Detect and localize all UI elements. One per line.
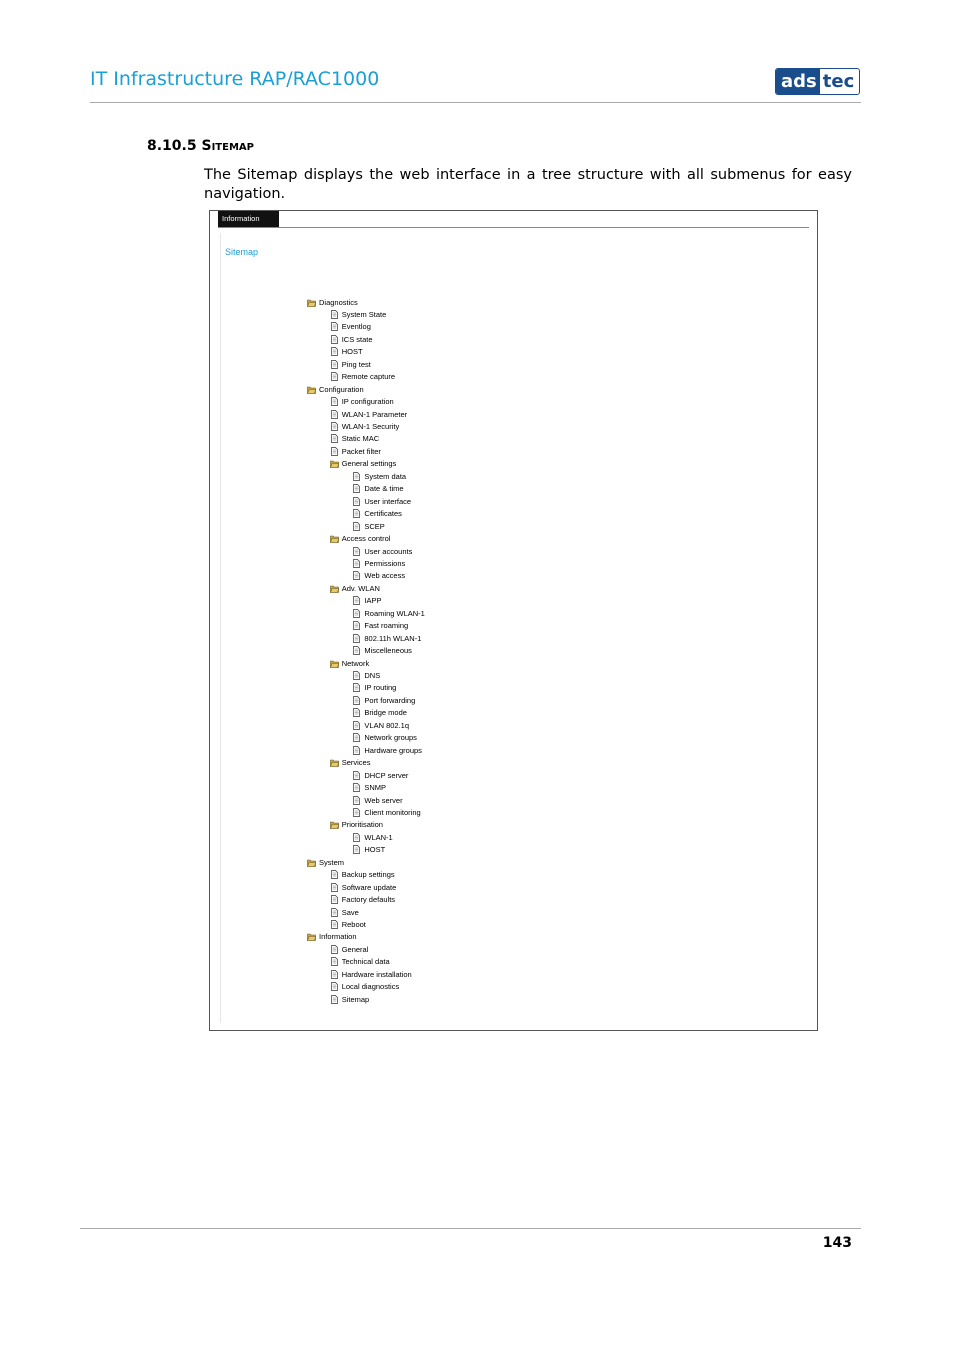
sitemap-node-label: VLAN 802.1q bbox=[364, 720, 410, 730]
sitemap-node-label: Reboot bbox=[341, 920, 366, 929]
sitemap-node[interactable] bbox=[330, 445, 381, 457]
sitemap-node[interactable] bbox=[352, 595, 381, 607]
sitemap-node[interactable] bbox=[352, 782, 386, 794]
sitemap-node[interactable] bbox=[352, 520, 384, 532]
document-page-icon bbox=[352, 733, 361, 742]
sitemap-node[interactable] bbox=[330, 869, 395, 881]
sitemap-node[interactable] bbox=[307, 296, 358, 308]
document-page-icon bbox=[330, 970, 339, 979]
sitemap-node-label: Remote capture bbox=[341, 372, 396, 382]
intro-paragraph: The Sitemap displays the web interface in a tree structure with all submenus for easy navigation. bbox=[204, 167, 852, 202]
document-page-icon bbox=[352, 833, 361, 842]
document-page-icon bbox=[352, 721, 361, 730]
sitemap-node[interactable] bbox=[330, 333, 373, 345]
section-heading bbox=[147, 138, 254, 154]
sitemap-node-label: Factory defaults bbox=[341, 895, 396, 905]
sitemap-node-label: DHCP server bbox=[364, 770, 409, 780]
sitemap-node[interactable] bbox=[352, 545, 412, 557]
document-page-icon bbox=[352, 783, 361, 792]
open-folder-icon bbox=[330, 459, 339, 468]
open-folder-icon bbox=[307, 932, 316, 941]
sitemap-node-label: Configuration bbox=[319, 384, 364, 394]
document-page-icon bbox=[352, 708, 361, 717]
sitemap-node-label: Save bbox=[341, 907, 359, 917]
sitemap-node[interactable] bbox=[330, 657, 370, 669]
sitemap-screenshot bbox=[209, 210, 818, 1031]
document-page-icon bbox=[352, 596, 361, 605]
sitemap-node-label: WLAN-1 Security bbox=[341, 422, 400, 431]
sitemap-node[interactable] bbox=[330, 943, 369, 955]
document-page-icon bbox=[330, 410, 339, 419]
document-page-icon bbox=[330, 310, 339, 319]
sitemap-node-label: System data bbox=[364, 471, 407, 481]
open-folder-icon bbox=[330, 758, 339, 767]
document-page-icon bbox=[330, 957, 339, 966]
document-page-icon bbox=[352, 609, 361, 618]
sitemap-node[interactable] bbox=[330, 321, 371, 333]
sitemap-node-label: General bbox=[341, 944, 369, 954]
sitemap-node-label: System bbox=[319, 857, 345, 867]
sitemap-node[interactable] bbox=[307, 931, 357, 943]
page-number: 143 bbox=[822, 1235, 852, 1251]
sitemap-node[interactable] bbox=[352, 682, 396, 694]
sitemap-node[interactable] bbox=[352, 670, 380, 682]
sitemap-node-label: Permissions bbox=[364, 558, 406, 568]
sitemap-node[interactable] bbox=[352, 732, 417, 744]
document-page-icon bbox=[330, 920, 339, 929]
open-folder-icon bbox=[330, 659, 339, 668]
sitemap-node-label: HOST bbox=[364, 845, 386, 855]
sitemap-node[interactable] bbox=[330, 819, 383, 831]
sitemap-node[interactable] bbox=[330, 346, 363, 358]
document-page-icon bbox=[330, 372, 339, 381]
document-page-icon bbox=[352, 621, 361, 630]
document-page-icon bbox=[330, 422, 339, 431]
sitemap-node-label: User accounts bbox=[364, 546, 413, 556]
sitemap-node-label: General settings bbox=[341, 459, 397, 469]
sitemap-node-label: Backup settings bbox=[341, 870, 395, 880]
sitemap-node[interactable] bbox=[307, 383, 364, 395]
sitemap-node[interactable] bbox=[330, 993, 370, 1005]
sitemap-node-label: Static MAC bbox=[341, 434, 380, 444]
document-page-icon bbox=[352, 683, 361, 692]
sitemap-node-label: Client monitoring bbox=[364, 807, 421, 817]
sitemap-node[interactable] bbox=[330, 582, 380, 594]
sitemap-node-label: Bridge mode bbox=[364, 708, 407, 718]
sitemap-node-label: ICS state bbox=[341, 334, 373, 344]
sitemap-node[interactable] bbox=[330, 881, 397, 893]
sitemap-node-label: System State bbox=[341, 309, 387, 319]
document-page-icon bbox=[330, 322, 339, 331]
sitemap-node-label: Port forwarding bbox=[364, 695, 416, 705]
sitemap-node-label: WLAN-1 bbox=[364, 832, 393, 842]
sitemap-node-label: Eventlog bbox=[341, 322, 371, 332]
document-page-icon bbox=[352, 571, 361, 580]
open-folder-icon bbox=[330, 820, 339, 829]
sitemap-node[interactable] bbox=[307, 856, 344, 868]
sitemap-node-label: Network bbox=[341, 658, 370, 668]
sitemap-node[interactable] bbox=[352, 483, 403, 495]
document-page-icon bbox=[330, 995, 339, 1004]
sitemap-node[interactable] bbox=[330, 358, 371, 370]
sitemap-node-label: Software update bbox=[341, 882, 397, 892]
document-page-icon bbox=[330, 945, 339, 954]
sitemap-node-label: Local diagnostics bbox=[341, 982, 400, 992]
sitemap-node-label: IP configuration bbox=[341, 397, 394, 407]
sitemap-node-label: Date & time bbox=[364, 484, 404, 494]
sitemap-node[interactable] bbox=[352, 769, 408, 781]
document-page-icon bbox=[352, 547, 361, 556]
open-folder-icon bbox=[307, 298, 316, 307]
open-folder-icon bbox=[330, 534, 339, 543]
sitemap-node[interactable] bbox=[330, 433, 380, 445]
document-page-icon bbox=[330, 397, 339, 406]
document-page-icon bbox=[352, 796, 361, 805]
sitemap-node-label: Web server bbox=[364, 795, 403, 805]
document-page-icon bbox=[330, 895, 339, 904]
sitemap-node-label: User interface bbox=[364, 496, 412, 506]
document-page-icon bbox=[330, 883, 339, 892]
document-page-icon bbox=[330, 360, 339, 369]
sitemap-node[interactable] bbox=[352, 794, 402, 806]
sitemap-node-label: Ping test bbox=[341, 359, 371, 369]
logo-part-ads: ads bbox=[776, 69, 820, 94]
document-page-icon bbox=[330, 434, 339, 443]
document-page-icon bbox=[352, 497, 361, 506]
sitemap-node[interactable] bbox=[330, 968, 412, 980]
document-page-icon bbox=[352, 845, 361, 854]
document-page-icon bbox=[352, 509, 361, 518]
sitemap-node-label: Access control bbox=[341, 534, 391, 544]
sitemap-node-label: Prioritisation bbox=[341, 820, 383, 830]
document-title: IT Infrastructure RAP/RAC1000 bbox=[90, 68, 380, 90]
sitemap-node[interactable] bbox=[352, 557, 405, 569]
tab-bar bbox=[218, 211, 809, 228]
sitemap-node[interactable] bbox=[330, 757, 371, 769]
sitemap-node-label: HOST bbox=[341, 347, 363, 357]
sitemap-node[interactable] bbox=[352, 620, 408, 632]
footer-divider bbox=[80, 1228, 861, 1229]
sitemap-node[interactable] bbox=[330, 894, 395, 906]
sitemap-node-label: Certificates bbox=[364, 509, 402, 519]
document-page-icon bbox=[352, 559, 361, 568]
sitemap-node[interactable] bbox=[352, 719, 409, 731]
sitemap-node[interactable] bbox=[330, 308, 387, 320]
document-page-icon bbox=[352, 634, 361, 643]
sitemap-node-label: IP routing bbox=[364, 683, 397, 693]
sitemap-node-label: Technical data bbox=[341, 957, 390, 967]
header-divider bbox=[90, 102, 861, 103]
open-folder-icon bbox=[330, 584, 339, 593]
section-number: 8.10.5 bbox=[147, 138, 197, 154]
ads-tec-logo bbox=[775, 68, 860, 95]
sitemap-node[interactable] bbox=[330, 956, 390, 968]
open-folder-icon bbox=[307, 385, 316, 394]
section-title: Sitemap bbox=[201, 138, 254, 154]
document-page-icon bbox=[330, 870, 339, 879]
sitemap-node-label: Adv. WLAN bbox=[341, 583, 380, 593]
document-page-icon bbox=[330, 335, 339, 344]
sitemap-node[interactable] bbox=[352, 508, 402, 520]
sitemap-node[interactable] bbox=[330, 533, 391, 545]
document-page-icon bbox=[352, 771, 361, 780]
sitemap-node[interactable] bbox=[330, 906, 359, 918]
sitemap-node[interactable] bbox=[352, 470, 406, 482]
sitemap-node-label: Information bbox=[319, 932, 357, 942]
sitemap-node-label: Network groups bbox=[364, 733, 417, 743]
sitemap-node[interactable] bbox=[330, 396, 394, 408]
document-page-icon bbox=[330, 447, 339, 456]
document-page-icon bbox=[352, 472, 361, 481]
document-page-icon bbox=[352, 696, 361, 705]
sitemap-node-label: 802.11h WLAN-1 bbox=[364, 633, 422, 643]
sitemap-node[interactable] bbox=[352, 495, 411, 507]
sitemap-node-label: Diagnostics bbox=[319, 297, 358, 307]
document-page-icon bbox=[352, 808, 361, 817]
sitemap-node-label: IAPP bbox=[364, 596, 382, 606]
sitemap-node[interactable] bbox=[330, 919, 366, 931]
sitemap-node-label: WLAN-1 Parameter bbox=[341, 409, 408, 419]
sitemap-node[interactable] bbox=[352, 607, 424, 619]
document-page-icon bbox=[330, 908, 339, 917]
sitemap-heading: Sitemap bbox=[225, 247, 259, 257]
document-page-icon bbox=[352, 746, 361, 755]
document-page-icon bbox=[352, 646, 361, 655]
sitemap-node-label: Web access bbox=[364, 571, 406, 581]
sitemap-node-label: Fast roaming bbox=[364, 621, 409, 631]
document-page-icon bbox=[352, 671, 361, 680]
sitemap-node-label: DNS bbox=[364, 671, 381, 680]
document-page-icon bbox=[330, 982, 339, 991]
document-page-icon bbox=[352, 484, 361, 493]
sitemap-node-label: SNMP bbox=[364, 783, 387, 793]
sitemap-node-label: Packet filter bbox=[341, 446, 381, 456]
sitemap-node-label: Services bbox=[341, 758, 371, 768]
sitemap-node[interactable] bbox=[330, 408, 407, 420]
sitemap-node[interactable] bbox=[352, 707, 407, 719]
sitemap-node[interactable] bbox=[352, 831, 392, 843]
sitemap-node[interactable] bbox=[352, 632, 421, 644]
tab-information[interactable]: Information bbox=[218, 211, 279, 227]
sitemap-node[interactable] bbox=[352, 744, 422, 756]
logo-part-tec: tec bbox=[820, 69, 858, 94]
sitemap-node-label: Sitemap bbox=[341, 994, 370, 1004]
sitemap-node[interactable] bbox=[330, 458, 397, 470]
sitemap-node[interactable] bbox=[352, 570, 405, 582]
sitemap-node[interactable] bbox=[352, 806, 420, 818]
sitemap-node[interactable] bbox=[330, 371, 395, 383]
sitemap-node[interactable] bbox=[352, 694, 415, 706]
sitemap-node-label: Miscelleneous bbox=[364, 646, 412, 656]
content-border bbox=[220, 233, 221, 1023]
sitemap-node-label: Hardware installation bbox=[341, 969, 412, 979]
sitemap-node[interactable] bbox=[330, 421, 400, 433]
sitemap-node-label: Roaming WLAN-1 bbox=[364, 608, 425, 618]
sitemap-node[interactable] bbox=[330, 981, 400, 993]
sitemap-node-label: SCEP bbox=[364, 521, 385, 531]
document-page-icon bbox=[352, 522, 361, 531]
sitemap-node-label: Hardware groups bbox=[364, 745, 422, 755]
document-page-icon bbox=[330, 347, 339, 356]
sitemap-node[interactable] bbox=[352, 645, 412, 657]
open-folder-icon bbox=[307, 858, 316, 867]
sitemap-node[interactable] bbox=[352, 844, 385, 856]
